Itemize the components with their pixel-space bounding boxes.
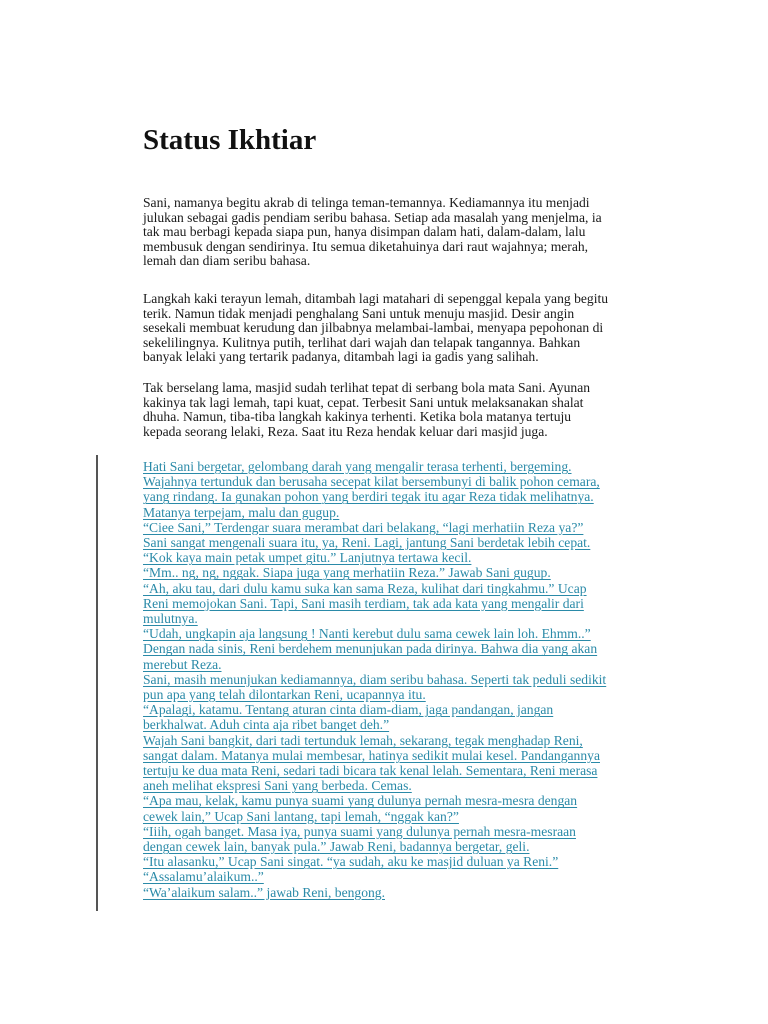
text-line: Tak berselang lama, masjid sudah terlihat tepat di serbang bola mata Sani. Ayunan [143,380,591,395]
text-line: terik. Namun tidak menjadi penghalang Sani untuk menuju masjid. Desir angin [143,305,575,321]
dialogue-line[interactable] [143,687,668,702]
dialogue-line-text: “Apa mau, kelak, kamu punya suami yang dulunya pernah mesra-mesra dengan [143,793,578,809]
paragraph-2 [143,292,663,365]
dialogue-line-text: Wajah Sani bangkit, dari tadi tertunduk lemah, sekarang, tegak menghadap Reni, [143,732,583,748]
dialogue-line[interactable] [143,733,668,748]
dialogue-line-text: berkhalwat. Aduh cinta aja ribet banget deh.” [143,717,390,733]
dialogue-line[interactable] [143,657,668,672]
dialogue-line[interactable] [143,550,668,565]
text-line: sekelilingnya. Kulitnya putih, terlihat dari wajah dan telapak tangannya. Bahkan [143,334,581,350]
dialogue-line-text: “Iiih, ogah banget. Masa iya, punya suami yang dulunya pernah mesra-mesraan [143,823,576,839]
text-line: lemah dan diam seribu bahasa. [143,253,311,269]
dialogue-line[interactable] [143,596,668,611]
dialogue-line-text: Matanya terpejam, malu dan gugup. [143,504,340,520]
dialogue-line-text: aneh melihat ekspresi Sani yang berbeda. Cemas. [143,778,412,794]
dialogue-line[interactable] [143,717,668,732]
dialogue-line[interactable] [143,641,668,656]
dialogue-line[interactable] [143,809,668,824]
document-title: Status Ikhtiar [143,124,317,156]
dialogue-line[interactable] [143,748,668,763]
text-line: Langkah kaki terayun lemah, ditambah lagi matahari di sepenggal kepala yang begitu [143,291,609,306]
dialogue-line-text: “Assalamu’alaikum..” [143,869,264,885]
dialogue-line-text: “Apalagi, katamu. Tentang aturan cinta diam-diam, jaga pandangan, jangan [143,702,554,718]
text-line: dhuha. Namun, tiba-tiba langkah kakinya terhenti. Ketika bola matanya tertuju [143,409,572,425]
dialogue-line-text: “Itu alasanku,” Ucap Sani singat. “ya sudah, aku ke masjid duluan ya Reni.” [143,854,559,870]
dialogue-line[interactable] [143,535,668,550]
dialogue-line[interactable] [143,459,668,474]
dialogue-line[interactable] [143,474,668,489]
dialogue-line[interactable] [143,763,668,778]
dialogue-line-text: sangat dalam. Matanya mulai membesar, hatinya sedikit mulai kesel. Pandangannya [143,747,600,763]
dialogue-line[interactable] [143,672,668,687]
dialogue-line-text: Wajahnya tertunduk dan berusaha secepat kilat bersembunyi di balik pohon cemara, [143,474,600,490]
dialogue-line-text: Sani sangat mengenali suara itu, ya, Reni. Lagi, jantung Sani berdetak lebih cepat. [143,535,591,551]
dialogue-line-text: “Ah, aku tau, dari dulu kamu suka kan sama Reza, kulihat dari tingkahmu.” Ucap [143,580,587,596]
text-line: kepada seorang lelaki, Reza. Saat itu Reza hendak keluar dari masjid juga. [143,423,548,439]
dialogue-line-text: “Wa’alaikum salam..” jawab Reni, bengong. [143,884,385,900]
dialogue-line[interactable] [143,505,668,520]
dialogue-line-text: dengan cewek lain, banyak pula.” Jawab Reni, badannya bergetar, geli. [143,839,530,855]
dialogue-line-text: cewek lain,” Ucap Sani lantang, tapi lemah, “nggak kan?” [143,808,459,824]
margin-rule [96,455,98,911]
dialogue-line-text: Sani, masih menunjukan kediamannya, diam seribu bahasa. Seperti tak peduli sedikit [143,671,607,687]
dialogue-line[interactable] [143,611,668,626]
dialogue-line-text: Hati Sani bergetar, gelombang darah yang mengalir terasa terhenti, bergeming. [143,459,572,474]
dialogue-line-text: Reni memojokan Sani. Tapi, Sani masih terdiam, tak ada kata yang mengalir dari [143,595,584,611]
dialogue-line[interactable] [143,489,668,504]
dialogue-line-text: “Udah, ungkapin aja langsung ! Nanti kerebut dulu sama cewek lain loh. Ehmm..” [143,626,591,642]
text-line: membusuk dengan sendirinya. Itu semua diketahuinya dari raut wajahnya; merah, [143,238,589,254]
text-line: kakinya tak lagi lemah, tapi kuat, cepat. Terbesit Sani untuk melaksanakan shalat [143,394,584,410]
dialogue-line-text: “Ciee Sani,” Terdengar suara merambat dari belakang, “lagi merhatiin Reza ya?” [143,519,584,535]
dialogue-line-text: pun apa yang telah dilontarkan Reni, ucapannya itu. [143,687,426,703]
dialogue-line[interactable] [143,793,668,808]
dialogue-line-text: merebut Reza. [143,656,222,672]
dialogue-line[interactable] [143,581,668,596]
dialogue-line-text: “Mm.. ng, ng, nggak. Siapa juga yang merhatiin Reza.” Jawab Sani gugup. [143,565,551,581]
dialogue-line[interactable] [143,626,668,641]
dialogue-line[interactable] [143,520,668,535]
dialogue-line[interactable] [143,885,668,900]
text-line: Sani, namanya begitu akrab di telinga teman-temannya. Kediamannya itu menjadi [143,195,590,210]
dialogue-line-text: “Kok kaya main petak umpet gitu.” Lanjutnya tertawa kecil. [143,550,472,566]
dialogue-section [143,459,668,900]
dialogue-line[interactable] [143,702,668,717]
dialogue-line[interactable] [143,854,668,869]
text-line: banyak lelaki yang tertarik padanya, ditambah lagi ia gadis yang salihah. [143,349,539,365]
dialogue-line[interactable] [143,869,668,884]
text-line: sesekali membuat kerudung dan jilbabnya melambai-lambai, menyapa pepohonan di [143,320,604,336]
dialogue-line-text: yang rindang. Ia gunakan pohon yang berdiri tegak itu agar Reza tidak melihatnya. [143,489,594,505]
dialogue-line[interactable] [143,824,668,839]
text-line: tak mau berbagi kepada siapa pun, hanya disimpan dalam hati, dalam-dalam, lalu [143,224,586,240]
dialogue-line[interactable] [143,839,668,854]
dialogue-line-text: mulutnya. [143,611,198,627]
dialogue-line-text: Dengan nada sinis, Reni berdehem menunjukan pada dirinya. Bahwa dia yang akan [143,641,598,657]
dialogue-line[interactable] [143,778,668,793]
dialogue-line-text: tertuju ke dua mata Reni, sedari tadi bicara tak kenal lelah. Sementara, Reni merasa [143,763,598,779]
paragraph-1 [143,196,663,269]
dialogue-line[interactable] [143,565,668,580]
text-line: julukan sebagai gadis pendiam seribu bahasa. Setiap ada masalah yang menjelma, ia [143,209,602,225]
paragraph-3 [143,381,663,439]
